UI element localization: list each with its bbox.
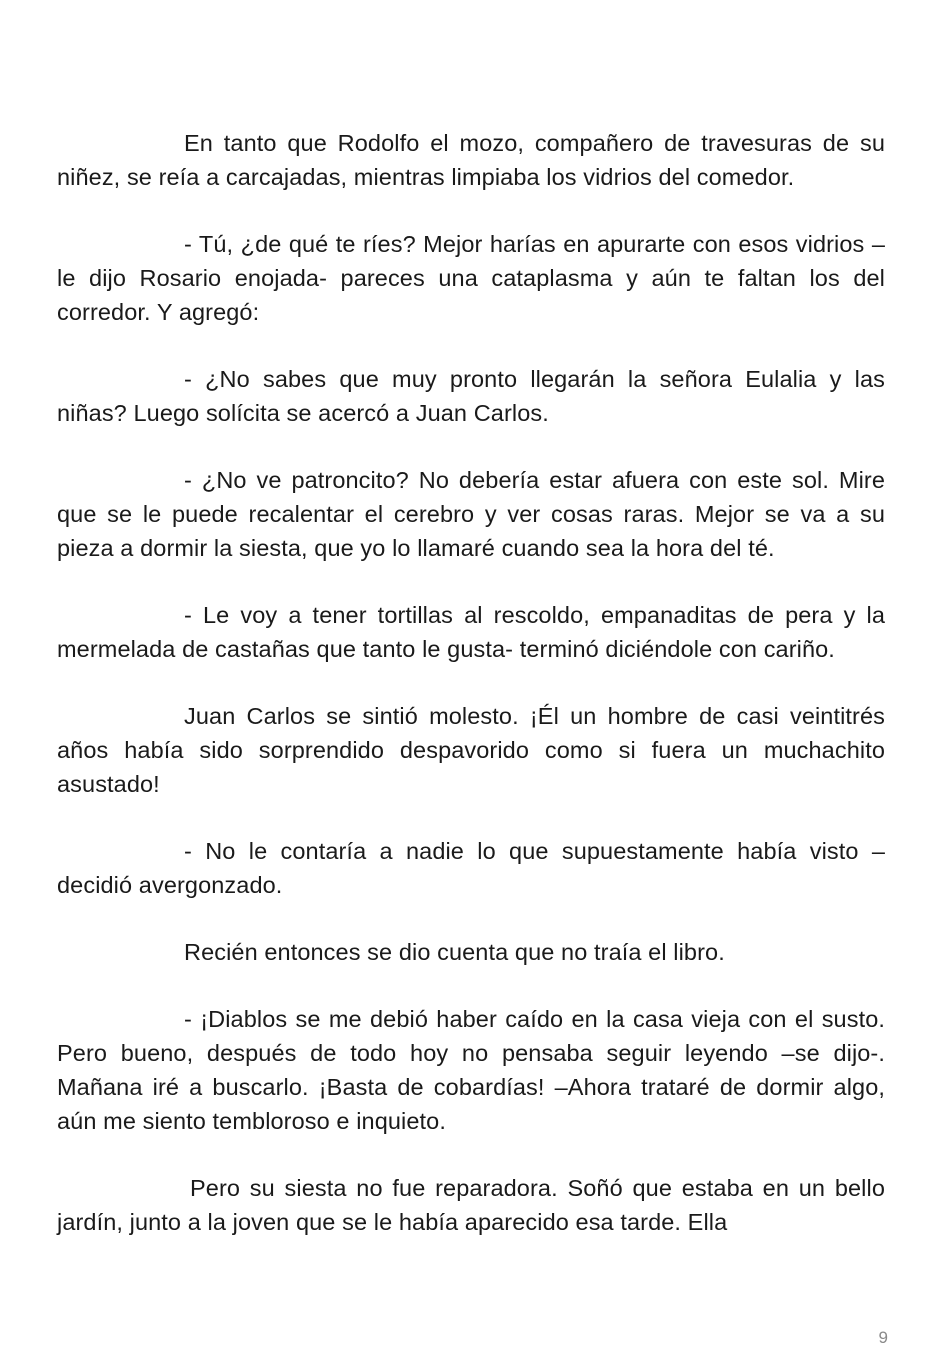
body-text <box>57 126 885 1272</box>
paragraph: Pero su siesta no fue reparadora. Soñó que estaba en un bello jardín, junto a la joven que se le había aparecido esa tarde. Ella <box>57 1175 885 1235</box>
paragraph: Juan Carlos se sintió molesto. ¡Él un hombre de casi veintitrés años había sido sorprendido despavorido como si fuera un muchachito asustado! <box>57 703 885 797</box>
paragraph: - ¿No sabes que muy pronto llegarán la señora Eulalia y las niñas? Luego solícita se acercó a Juan Carlos. <box>57 366 885 426</box>
page-number: 9 <box>878 1328 888 1347</box>
paragraph: - ¡Diablos se me debió haber caído en la casa vieja con el susto. Pero bueno, después de todo hoy no pensaba seguir leyendo –se dijo-. Mañana iré a buscarlo. ¡Basta de cobardías! –Ahora trataré de dormir algo, aún me siento tembloroso e inquieto. <box>57 1006 885 1134</box>
paragraph: Recién entonces se dio cuenta que no traía el libro. <box>184 939 725 965</box>
paragraph: - ¿No ve patroncito? No debería estar afuera con este sol. Mire que se le puede recalentar el cerebro y ver cosas raras. Mejor se va a su pieza a dormir la siesta, que yo lo llamaré cuando sea la hora del té. <box>57 467 885 561</box>
paragraph: - Tú, ¿de qué te ríes? Mejor harías en apurarte con esos vidrios –le dijo Rosario enojada- pareces una cataplasma y aún te faltan los del corredor. Y agregó: <box>57 231 885 325</box>
paragraph: - Le voy a tener tortillas al rescoldo, empanaditas de pera y la mermelada de castañas que tanto le gusta- terminó diciéndole con cariño. <box>57 602 885 662</box>
paragraph: En tanto que Rodolfo el mozo, compañero de travesuras de su niñez, se reía a carcajadas, mientras limpiaba los vidrios del comedor. <box>57 130 885 190</box>
paragraph: - No le contaría a nadie lo que supuestamente había visto –decidió avergonzado. <box>57 838 885 898</box>
